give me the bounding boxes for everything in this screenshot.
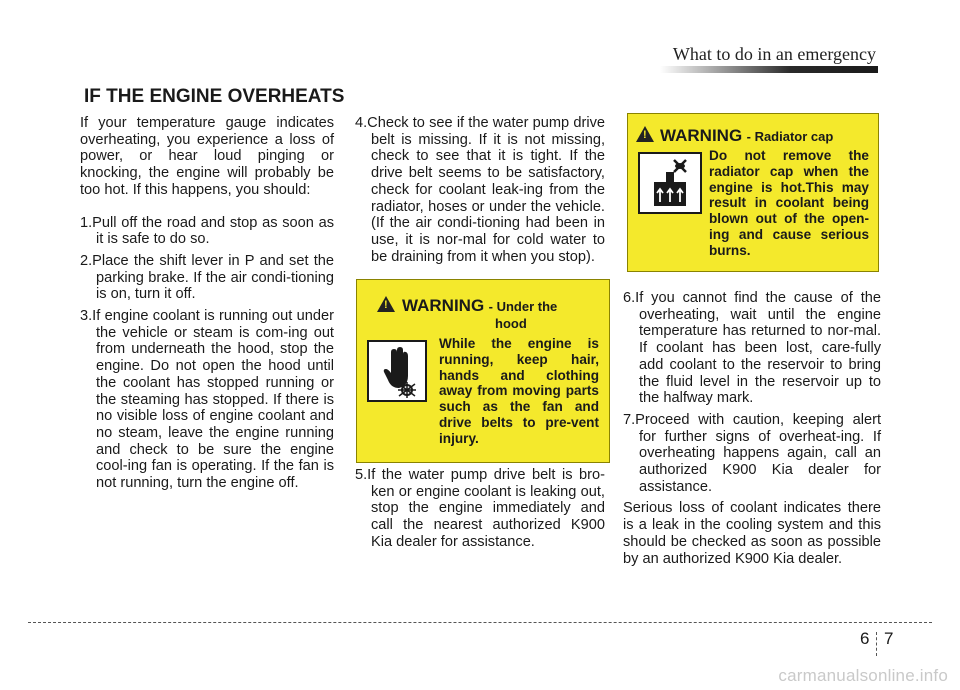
page-number-separator (876, 632, 877, 656)
warning-under-hood (356, 279, 610, 463)
closing-paragraph: Serious loss of coolant indicates there is a leak in the cooling system and this should be checked as soon as possible by an authorized K900 Kia dealer. (623, 500, 881, 567)
step-5: 5.If the water pump drive belt is bro-ken or engine coolant is leaking out, stop the engine immediately and call the nearest authorized K900 Kia dealer for assistance. (355, 467, 605, 550)
step-3: 3.If engine coolant is running out under the vehicle or steam is com-ing out from underneath the hood, stop the engine. Do not open the hood until the coolant has stopped running or the steaming has stopped. If there is no visible loss of engine coolant and no steam, leave the engine running and check to be sure the engine cool-ing fan is operating. If the fan is not running, turn the engine off. (80, 308, 334, 492)
chapter-number: 6 (860, 629, 870, 648)
column-right (623, 290, 881, 567)
step-2: 2.Place the shift lever in P and set the parking brake. If the air condi-tioning is on, turn it off. (80, 252, 334, 303)
warning-radiator-heading: WARNING - Radiator cap (660, 126, 834, 145)
step-6: 6.If you cannot find the cause of the overheating, wait until the engine temperature has returned to nor-mal. If coolant has been lost, care-fully add coolant to the reservoir to bring the fluid level in the reservoir up to the halfway mark. (623, 290, 881, 407)
running-header: What to do in an emergency (672, 44, 876, 64)
warning-triangle-icon (636, 126, 654, 142)
column-middle (355, 115, 605, 265)
section-title: IF THE ENGINE OVERHEATS (84, 86, 345, 107)
warning-triangle-icon (377, 296, 395, 312)
warning-hood-heading-line2: hood (495, 316, 527, 331)
step-7: 7.Proceed with caution, keeping alert for further signs of overheat-ing. If overheating happens again, call an authorized K900 Kia dealer for assistance. (623, 411, 881, 495)
warning-hood-heading: WARNING - Under the (402, 296, 558, 315)
warning-hood-text: While the engine is running, keep hair, hands and clothing away from moving parts such as the fan and drive belts to pre-vent injury. (439, 336, 599, 446)
watermark: carmanualsonline.info (778, 666, 948, 685)
footer-divider (28, 622, 932, 623)
page-number: 7 (884, 629, 894, 648)
step-1: 1.Pull off the road and stop as soon as it is safe to do so. (80, 214, 334, 248)
column-middle-bottom (355, 467, 605, 551)
intro-paragraph: If your temperature gauge indicates overheating, you experience a loss of power, or hear loud pinging or knocking, the engine will probably be too hot. If this happens, you should: (80, 115, 334, 198)
header-bar (660, 66, 878, 73)
hand-fan-warning-icon (367, 340, 427, 402)
column-left (80, 115, 334, 492)
warning-radiator-text: Do not remove the radiator cap when the engine is hot.This may result in coolant being blown out of the open-ing and cause serious burns. (709, 148, 869, 258)
warning-radiator-cap (627, 113, 879, 272)
step-4: 4.Check to see if the water pump drive belt is missing. If it is not missing, check to see that it is tight. If the drive belt seems to be satisfactory, check for coolant leak-ing from the radiator, hoses or under the vehicle. (If the air condi-tioning had been in use, it is nor-mal for cold water to be draining from it when you stop). (355, 115, 605, 265)
radiator-cap-warning-icon (638, 152, 702, 214)
